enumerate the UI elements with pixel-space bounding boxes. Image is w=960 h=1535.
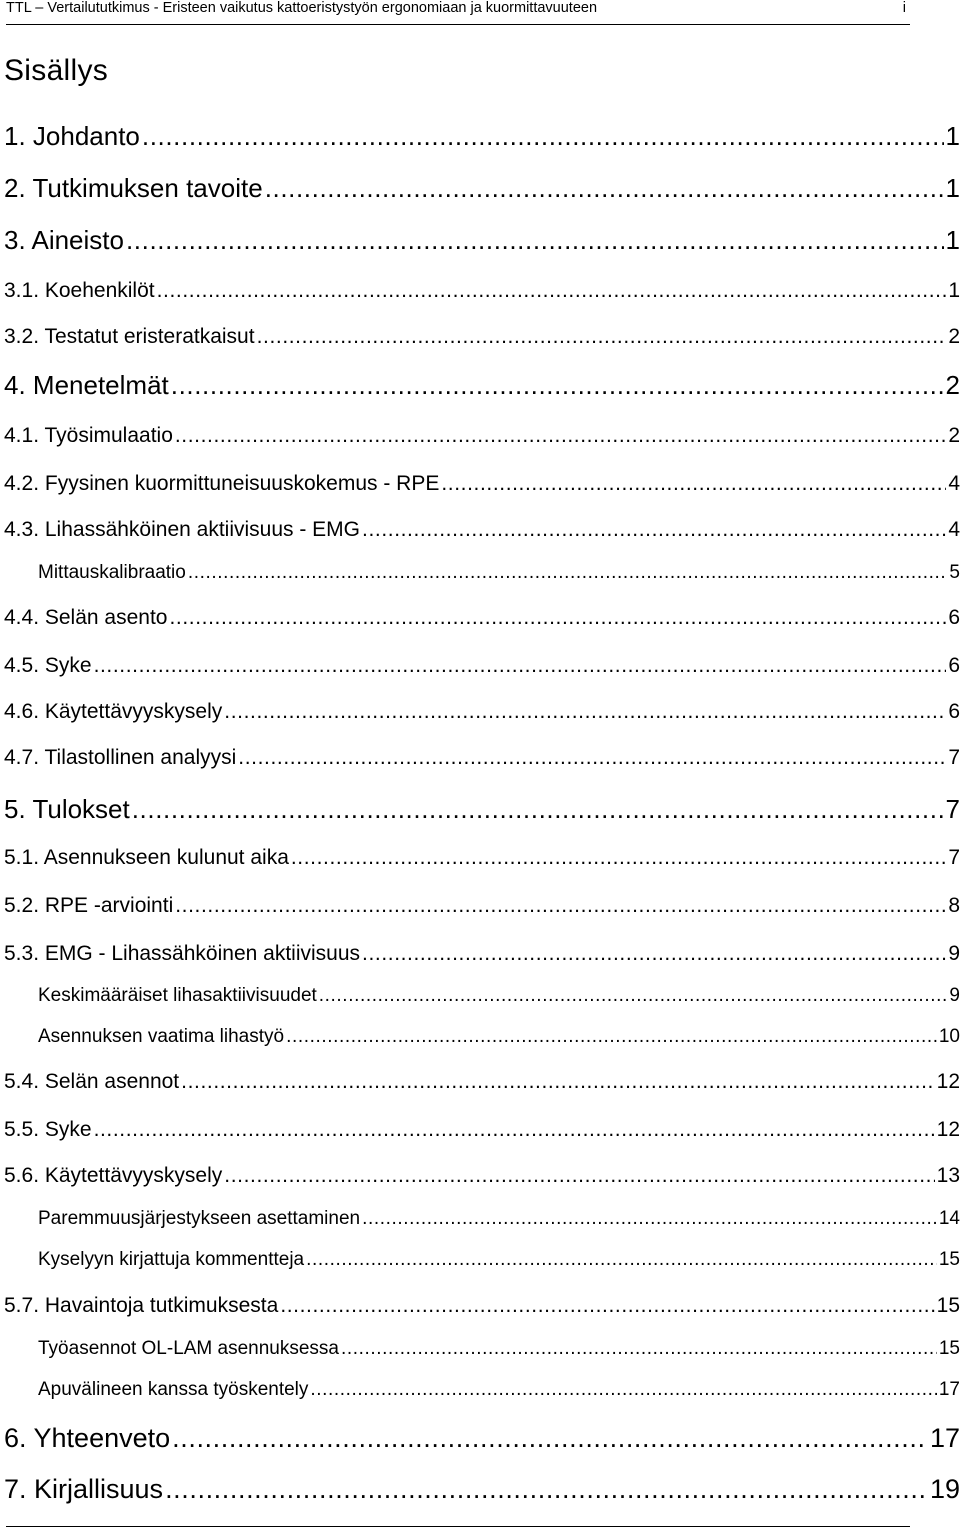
toc-entry-page: 12 (936, 1070, 960, 1093)
toc-entry-kaytettavyyskysely-tulokset[interactable] (4, 1164, 960, 1188)
toc-entry-label: 4.6. Käytettävyyskysely (4, 700, 223, 723)
toc-entry-page: 15 (938, 1338, 960, 1359)
toc-entry-label: Asennuksen vaatima lihastyö (38, 1026, 285, 1047)
header-page-number: i (902, 0, 906, 16)
toc-entry-page: 5 (949, 562, 960, 583)
toc-leader-dots (362, 518, 946, 542)
toc-entry-page: 19 (929, 1474, 960, 1504)
toc-leader-dots (310, 1379, 936, 1401)
toc-entry-label: 4.4. Selän asento (4, 606, 168, 629)
toc-entry-page: 9 (949, 985, 960, 1006)
toc-entry-page: 4 (948, 472, 960, 495)
toc-entry-page: 15 (938, 1249, 960, 1270)
toc-entry-apuvalineen-kanssa[interactable] (38, 1379, 960, 1401)
toc-leader-dots (175, 894, 946, 918)
toc-leader-dots (132, 794, 944, 825)
toc-entry-tutkimuksen-tavoite[interactable] (4, 173, 960, 204)
toc-entry-kyselyyn-kirjattuja-kommentteja[interactable] (38, 1249, 960, 1271)
toc-leader-dots (306, 1249, 937, 1271)
toc-leader-dots (441, 472, 946, 496)
toc-entry-label: 4. Menetelmät (4, 370, 169, 400)
toc-entry-paremmuusjarjestys[interactable] (38, 1208, 960, 1230)
toc-entry-label: Apuvälineen kanssa työskentely (38, 1379, 309, 1400)
toc-entry-label: 4.1. Työsimulaatio (4, 424, 173, 447)
toc-entry-page: 2 (948, 424, 960, 447)
toc-entry-page: 1 (945, 225, 960, 255)
toc-entry-aineisto[interactable] (4, 225, 960, 256)
toc-entry-label: 5.7. Havaintoja tutkimuksesta (4, 1294, 279, 1317)
toc-leader-dots (157, 279, 947, 303)
toc-entry-rpe[interactable] (4, 472, 960, 496)
toc-entry-havaintoja-tutkimuksesta[interactable] (4, 1294, 960, 1318)
toc-leader-dots (172, 1423, 928, 1454)
toc-entry-label: Mittauskalibraatio (38, 562, 186, 583)
toc-entry-label: 5.3. EMG - Lihassähköinen aktiivisuus (4, 942, 361, 965)
toc-entry-kirjallisuus[interactable] (4, 1474, 960, 1505)
toc-entry-keskimaaraiset-lihasaktiivisuudet[interactable] (38, 985, 960, 1007)
toc-entry-label: 4.3. Lihassähköinen aktiivisuus - EMG (4, 518, 361, 541)
toc-leader-dots (238, 746, 946, 770)
toc-entry-label: Työasennot OL-LAM asennuksessa (38, 1338, 340, 1359)
toc-entry-menetelmat[interactable] (4, 370, 960, 401)
toc-entry-page: 7 (945, 794, 960, 824)
toc-leader-dots (94, 654, 947, 678)
toc-leader-dots (94, 1118, 935, 1142)
toc-entry-label: 1. Johdanto (4, 121, 140, 151)
toc-entry-emg-lihassahkoinen[interactable] (4, 942, 960, 966)
toc-entry-selan-asento[interactable] (4, 606, 960, 630)
toc-entry-page: 17 (929, 1423, 960, 1453)
toc-leader-dots (286, 1026, 937, 1048)
toc-leader-dots (181, 1070, 935, 1094)
toc-entry-mittauskalibraatio[interactable] (38, 562, 960, 584)
toc-entry-yhteenveto[interactable] (4, 1423, 960, 1454)
toc-entry-label: 5.2. RPE -arviointi (4, 894, 174, 917)
toc-entry-label: 7. Kirjallisuus (4, 1474, 164, 1504)
toc-leader-dots (280, 1294, 934, 1318)
toc-leader-dots (362, 1208, 937, 1230)
toc-entry-page: 7 (948, 846, 960, 869)
toc-entry-label: 6. Yhteenveto (4, 1423, 171, 1453)
toc-entry-label: 5.5. Syke (4, 1118, 92, 1141)
toc-entry-asennukseen-kulunut-aika[interactable] (4, 846, 960, 870)
toc-entry-label: 3. Aineisto (4, 225, 124, 255)
toc-leader-dots (165, 1474, 928, 1505)
toc-entry-tyoasennot-ol-lam[interactable] (38, 1338, 960, 1360)
toc-entry-syke-tulokset[interactable] (4, 1118, 960, 1142)
toc-entry-page: 1 (945, 173, 960, 203)
toc-leader-dots (362, 942, 946, 966)
page-title: Sisällys (4, 54, 109, 87)
toc-entry-label: 4.2. Fyysinen kuormittuneisuuskokemus - RPE (4, 472, 440, 495)
toc-entry-label: Kyselyyn kirjattuja kommentteja (38, 1249, 305, 1270)
page-header (6, 0, 910, 25)
toc-entry-page: 6 (948, 606, 960, 629)
toc-entry-asennuksen-vaatima-lihastyo[interactable] (38, 1026, 960, 1048)
toc-leader-dots (319, 985, 948, 1007)
toc-leader-dots (169, 606, 946, 630)
toc-leader-dots (257, 325, 947, 349)
toc-entry-testatut-eristeratkaisut[interactable] (4, 325, 960, 349)
toc-leader-dots (142, 121, 944, 152)
toc-entry-rpe-arviointi[interactable] (4, 894, 960, 918)
toc-entry-page: 2 (945, 370, 960, 400)
header-title: TTL – Vertailututkimus - Eristeen vaikutus kattoeristystyön ergonomiaan ja kuormittavuuteen (6, 0, 598, 16)
toc-entry-label: 2. Tutkimuksen tavoite (4, 173, 263, 203)
toc-entry-label: 5.6. Käytettävyyskysely (4, 1164, 223, 1187)
toc-entry-label: 5. Tulokset (4, 794, 130, 824)
toc-entry-label: 3.2. Testatut eristeratkaisut (4, 325, 255, 348)
toc-leader-dots (265, 173, 944, 204)
toc-entry-tulokset[interactable] (4, 794, 960, 825)
toc-entry-page: 9 (948, 942, 960, 965)
toc-entry-label: Paremmuusjärjestykseen asettaminen (38, 1208, 361, 1229)
toc-entry-page: 7 (948, 746, 960, 769)
toc-leader-dots (224, 700, 946, 724)
toc-entry-page: 2 (948, 325, 960, 348)
toc-entry-label: 3.1. Koehenkilöt (4, 279, 155, 302)
toc-entry-page: 1 (948, 279, 960, 302)
toc-leader-dots (188, 562, 948, 584)
toc-entry-page: 12 (936, 1118, 960, 1141)
toc-entry-page: 4 (948, 518, 960, 541)
toc-entry-selan-asennot[interactable] (4, 1070, 960, 1094)
toc-entry-syke[interactable] (4, 654, 960, 678)
toc-entry-tyosimulaatio[interactable] (4, 424, 960, 448)
toc-entry-page: 14 (938, 1208, 960, 1229)
toc-entry-page: 15 (936, 1294, 960, 1317)
toc-leader-dots (291, 846, 946, 870)
toc-entry-page: 17 (938, 1379, 960, 1400)
toc-entry-page: 13 (936, 1164, 960, 1187)
toc-entry-emg[interactable] (4, 518, 960, 542)
toc-entry-label: 4.7. Tilastollinen analyysi (4, 746, 237, 769)
toc-entry-page: 10 (938, 1026, 960, 1047)
toc-leader-dots (171, 370, 944, 401)
toc-leader-dots (341, 1338, 937, 1360)
toc-entry-label: Keskimääräiset lihasaktiivisuudet (38, 985, 317, 1006)
toc-entry-page: 6 (948, 654, 960, 677)
footer-divider (6, 1526, 910, 1527)
toc-entry-label: 5.4. Selän asennot (4, 1070, 180, 1093)
toc-leader-dots (175, 424, 946, 448)
toc-entry-johdanto[interactable] (4, 121, 960, 152)
toc-entry-label: 4.5. Syke (4, 654, 92, 677)
toc-leader-dots (126, 225, 944, 256)
toc-entry-page: 6 (948, 700, 960, 723)
toc-leader-dots (224, 1164, 934, 1188)
toc-entry-page: 1 (945, 121, 960, 151)
toc-entry-label: 5.1. Asennukseen kulunut aika (4, 846, 289, 869)
toc-entry-kaytettavyyskysely[interactable] (4, 700, 960, 724)
toc-entry-koehenkilot[interactable] (4, 279, 960, 303)
toc-entry-tilastollinen-analyysi[interactable] (4, 746, 960, 770)
toc-entry-page: 8 (948, 894, 960, 917)
